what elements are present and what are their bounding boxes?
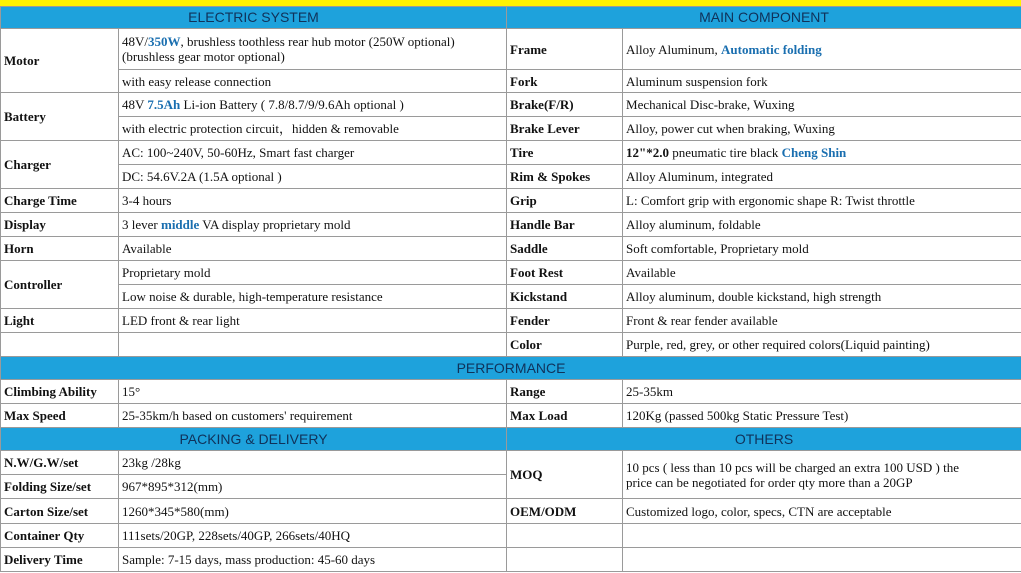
moq-line-1: 10 pcs ( less than 10 pcs will be charged an extra 100 USD ) the: [626, 459, 960, 475]
table-row: [1, 309, 1021, 333]
table-row: [1, 404, 1021, 428]
display-desc: VA display proprietary mold: [199, 217, 351, 232]
fender-value: Front & rear fender available: [623, 309, 1021, 333]
motor-value: [119, 29, 507, 70]
motor-label: Motor: [1, 29, 119, 93]
brake-lever-label: Brake Lever: [507, 117, 623, 141]
fork-value: Aluminum suspension fork: [623, 70, 1021, 93]
nwgw-value: 23kg /28kg: [119, 451, 507, 475]
color-value: Purple, red, grey, or other required colors(Liquid painting): [623, 333, 1021, 357]
table-row: [1, 165, 1021, 189]
frame-value: [623, 29, 1021, 70]
fender-label: Fender: [507, 309, 623, 333]
battery-desc: Li-ion Battery ( 7.8/8.7/9/9.6Ah optional ): [180, 97, 404, 112]
container-qty-label: Container Qty: [1, 524, 119, 548]
frame-folding: Automatic folding: [721, 41, 822, 57]
empty-cell: [119, 333, 507, 357]
battery-capacity: 7.5Ah: [147, 97, 181, 112]
climbing-label: Climbing Ability: [1, 380, 119, 404]
grip-label: Grip: [507, 189, 623, 213]
carton-size-label: Carton Size/set: [1, 499, 119, 524]
section-packing-delivery: PACKING & DELIVERY: [1, 428, 507, 451]
oem-value: Customized logo, color, specs, CTN are acceptable: [623, 499, 1021, 524]
display-middle: middle: [160, 217, 200, 232]
handle-bar-value: Alloy aluminum, foldable: [623, 213, 1021, 237]
max-speed-label: Max Speed: [1, 404, 119, 428]
tire-brand: Cheng Shin: [781, 145, 847, 160]
section-others: OTHERS: [507, 428, 1021, 451]
table-row: [1, 548, 1021, 572]
empty-cell: [507, 548, 623, 572]
horn-value: Available: [119, 237, 507, 261]
rim-label: Rim & Spokes: [507, 165, 623, 189]
table-row: [1, 380, 1021, 404]
table-row: [1, 285, 1021, 309]
table-row: [1, 213, 1021, 237]
fork-label: Fork: [507, 70, 623, 93]
section-header-row: [1, 357, 1021, 380]
folding-size-value: 967*895*312(mm): [119, 475, 507, 499]
tire-value: [623, 141, 1021, 165]
max-speed-value: 25-35km/h based on customers' requirement: [119, 404, 507, 428]
oem-label: OEM/ODM: [507, 499, 623, 524]
horn-label: Horn: [1, 237, 119, 261]
tire-size: 12"*2.0: [626, 145, 669, 160]
motor-power: 350W: [148, 34, 181, 49]
section-electric-system: ELECTRIC SYSTEM: [1, 7, 507, 29]
controller-desc: Low noise & durable, high-temperature resistance: [119, 285, 507, 309]
kickstand-label: Kickstand: [507, 285, 623, 309]
saddle-value: Soft comfortable, Proprietary mold: [623, 237, 1021, 261]
display-value: [119, 213, 507, 237]
range-value: 25-35km: [623, 380, 1021, 404]
charger-label: Charger: [1, 141, 119, 189]
max-load-label: Max Load: [507, 404, 623, 428]
table-row: [1, 237, 1021, 261]
empty-cell: [623, 524, 1021, 548]
light-label: Light: [1, 309, 119, 333]
moq-value: [623, 451, 1021, 499]
foot-rest-label: Foot Rest: [507, 261, 623, 285]
light-value: LED front & rear light: [119, 309, 507, 333]
delivery-time-label: Delivery Time: [1, 548, 119, 572]
battery-label: Battery: [1, 93, 119, 141]
container-qty-value: 111sets/20GP, 228sets/40GP, 266sets/40HQ: [119, 524, 507, 548]
table-row: [1, 117, 1021, 141]
kickstand-value: Alloy aluminum, double kickstand, high strength: [623, 285, 1021, 309]
charger-ac: AC: 100~240V, 50-60Hz, Smart fast charger: [119, 141, 507, 165]
moq-line-2: price can be negotiated for order qty more than a 20GP: [626, 474, 913, 490]
table-row: [1, 261, 1021, 285]
climbing-value: 15°: [119, 380, 507, 404]
charge-time-value: 3-4 hours: [119, 189, 507, 213]
table-row: [1, 141, 1021, 165]
charge-time-label: Charge Time: [1, 189, 119, 213]
motor-voltage: 48V/: [122, 34, 148, 49]
battery-protection: with electric protection circuit，hidden & removable: [119, 117, 507, 141]
foot-rest-value: Available: [623, 261, 1021, 285]
table-row: [1, 29, 1021, 70]
table-row: [1, 451, 1021, 475]
table-row: [1, 524, 1021, 548]
display-lever: 3 lever: [122, 217, 161, 232]
handle-bar-label: Handle Bar: [507, 213, 623, 237]
empty-cell: [1, 333, 119, 357]
tire-desc: pneumatic tire black: [668, 145, 782, 160]
color-label: Color: [507, 333, 623, 357]
empty-cell: [507, 524, 623, 548]
moq-label: MOQ: [507, 451, 623, 499]
spec-table: [0, 6, 1021, 572]
table-row: [1, 93, 1021, 117]
table-row: [1, 189, 1021, 213]
frame-label: Frame: [507, 29, 623, 70]
carton-size-value: 1260*345*580(mm): [119, 499, 507, 524]
section-header-row: [1, 428, 1021, 451]
brake-lever-value: Alloy, power cut when braking, Wuxing: [623, 117, 1021, 141]
delivery-time-value: Sample: 7-15 days, mass production: 45-60 days: [119, 548, 507, 572]
brake-value: Mechanical Disc-brake, Wuxing: [623, 93, 1021, 117]
nwgw-label: N.W/G.W/set: [1, 451, 119, 475]
rim-value: Alloy Aluminum, integrated: [623, 165, 1021, 189]
frame-material: Alloy Aluminum,: [626, 41, 721, 57]
max-load-value: 120Kg (passed 500kg Static Pressure Test): [623, 404, 1021, 428]
folding-size-label: Folding Size/set: [1, 475, 119, 499]
battery-voltage: 48V: [122, 97, 148, 112]
section-performance: PERFORMANCE: [1, 357, 1021, 380]
motor-connection: with easy release connection: [119, 70, 507, 93]
table-row: [1, 499, 1021, 524]
section-header-row: [1, 7, 1021, 29]
charger-dc: DC: 54.6V.2A (1.5A optional ): [119, 165, 507, 189]
section-main-component: MAIN COMPONENT: [507, 7, 1021, 29]
empty-cell: [623, 548, 1021, 572]
battery-value: [119, 93, 507, 117]
controller-mold: Proprietary mold: [119, 261, 507, 285]
brake-label: Brake(F/R): [507, 93, 623, 117]
controller-label: Controller: [1, 261, 119, 309]
motor-optional: (brushless gear motor optional): [122, 49, 285, 64]
saddle-label: Saddle: [507, 237, 623, 261]
motor-desc: , brushless toothless rear hub motor (250W optional): [180, 34, 455, 49]
grip-value: L: Comfort grip with ergonomic shape R: Twist throttle: [623, 189, 1021, 213]
display-label: Display: [1, 213, 119, 237]
range-label: Range: [507, 380, 623, 404]
tire-label: Tire: [507, 141, 623, 165]
table-row: [1, 70, 1021, 93]
table-row: [1, 333, 1021, 357]
